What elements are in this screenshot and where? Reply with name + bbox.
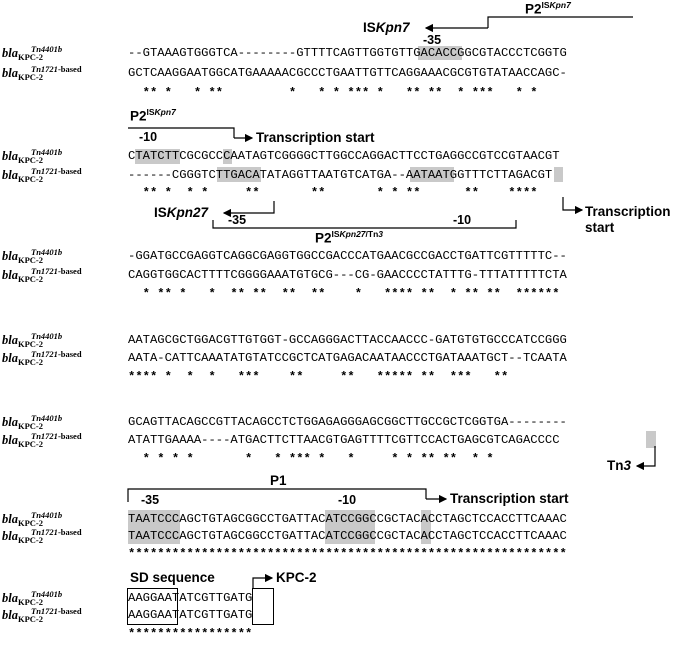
conservation-stars: ************************************************************ [128,547,567,561]
minus35-label-a: -35 [423,33,442,47]
sequence-tn1721: AAGGAATATCGTTGATG [128,608,253,622]
transcription-start-label-c: Transcription start [450,491,569,506]
row-label-tn4401b: bla$_{KPC-2}^{Tn4401b}$ [2,510,63,528]
sequence-tn1721: ATATTGAAAA----ATGACTTCTTAACGTGAGTTTTCGTTCCACTGAGCGTCAGACCCC [128,433,560,447]
transcription-start-label-b: Transcription start [585,204,671,235]
sequence-tn1721: GCTCAAGGAATGGCATGAAAAACGCCCTGAATTGTTCAGGAAACGCGTGTATAACCAGC- [128,66,567,80]
sd-sequence-label: SD sequence [130,570,215,585]
conservation-stars: ** * * ** * * * *** * ** ** * *** * * [128,86,538,100]
p2-iskpn27-tn3-label: $P2^{ISKpn27/Tn3}$ [315,229,384,246]
sequence-tn4401b: GCAGTTACAGCCGTTACAGCCTCTGGAGAGGGAGCGGCTTGCCGCTCGGTGA-------- [128,415,567,429]
minus10-label-b: -10 [453,213,472,227]
sequence-tn1721: TAATCCCAGCTGTAGCGGCCTGATTACATCCGGCCGCTACACCTAGCTCCACCTTCAAAC [128,529,567,543]
minus35-label-b: -35 [228,213,247,227]
p1-label: P1 [270,473,287,488]
row-label-tn4401b: bla$_{KPC-2}^{Tn4401b}$ [2,147,63,165]
sequence-tn1721: AATA-CATTCAAATATGTATCCGCTCATGAGACAATAACCCTGATAAATGCT--TCAATA [128,351,567,365]
row-label-tn1721: bla$_{KPC-2}^{Tn1721-based}$ [2,166,82,184]
tn3-label: Tn3 [607,458,632,473]
p1-bracket [128,489,426,502]
sequence-tn4401b: -GGATGCCGAGGTCAGGCGAGGTGGCCGACCCATGAACGCCGACCTGATTCGTTTTTC-- [128,249,567,263]
row-label-tn4401b: bla$_{KPC-2}^{Tn4401b}$ [2,247,63,265]
sequence-tn1721: CAGGTGGCACTTTTCGGGGAAATGTGCG---CG-GAACCCCTATTTG-TTTATTTTTCTA [128,268,567,282]
minus10-label-c: -10 [338,493,357,507]
row-label-tn4401b: bla$_{KPC-2}^{Tn4401b}$ [2,44,63,62]
tn3-arrow [637,446,655,466]
tss-arrow-b [563,197,582,210]
sequence-tn4401b: --GTAAAGTGGGTCA--------GTTTTCAGTTGGTGTTGACACCGGCGTACCCTCGGTG [128,46,567,60]
conservation-stars: **** * * * *** ** ** ***** ** *** ** [128,370,509,384]
row-label-tn1721: bla$_{KPC-2}^{Tn1721-based}$ [2,527,82,545]
p2-iskpn7-label: $P2^{ISKpn7}$ [525,0,571,17]
iskpn27-direction-arrow [224,201,274,213]
row-label-tn1721: bla$_{KPC-2}^{Tn1721-based}$ [2,606,82,624]
sequence-tn4401b: AATAGCGCTGGACGTTGTGGT-GCCAGGGACTTACCAACCC-GATGTGTGCCCATCCGGG [128,333,567,347]
minus35-label-c: -35 [141,493,160,507]
minus10-label-a: -10 [139,130,158,144]
transcription-start-label-a: Transcription start [256,130,375,145]
iskpn7-label: ISKpn7 [363,20,410,35]
kpc2-arrow [253,578,272,588]
conservation-stars: * * * * * * *** * * * * ** ** * * [128,452,494,466]
row-label-tn1721: bla$_{KPC-2}^{Tn1721-based}$ [2,64,82,82]
conservation-stars: ** * * * ** ** * * ** ** **** [128,186,538,200]
sequence-tn1721: ------CGGGTCTTGACATATAGGTTAATGTCATGA--AATAATGGTTTCTTAGACGT [128,168,553,182]
p2-iskpn7-promoter-line [488,17,633,28]
row-label-tn4401b: bla$_{KPC-2}^{Tn4401b}$ [2,589,63,607]
conservation-stars: ***************** [128,627,253,641]
row-label-tn4401b: bla$_{KPC-2}^{Tn4401b}$ [2,413,63,431]
row-label-tn1721: bla$_{KPC-2}^{Tn1721-based}$ [2,431,82,449]
iskpn27-label: ISKpn27 [154,205,209,220]
sequence-tn4401b: CTATCTTCGCGCCCAATAGTCGGGGCTTGGCCAGGACTTCCTGAGGCCGTCCGTAACGT [128,149,560,163]
row-label-tn1721: bla$_{KPC-2}^{Tn1721-based}$ [2,266,82,284]
sequence-tn4401b: AAGGAATATCGTTGATG [128,591,253,605]
p2-iskpn7-label-b: $P2^{ISKpn7}$ [130,107,176,124]
sequence-tn4401b: TAATCCCAGCTGTAGCGGCCTGATTACATCCGGCCGCTACACCTAGCTCCACCTTCAAAC [128,512,567,526]
row-label-tn4401b: bla$_{KPC-2}^{Tn4401b}$ [2,331,63,349]
conservation-stars: * ** * * ** ** ** ** * **** ** * ** ** ****** [128,287,560,301]
row-label-tn1721: bla$_{KPC-2}^{Tn1721-based}$ [2,349,82,367]
kpc2-label: KPC-2 [276,570,317,585]
